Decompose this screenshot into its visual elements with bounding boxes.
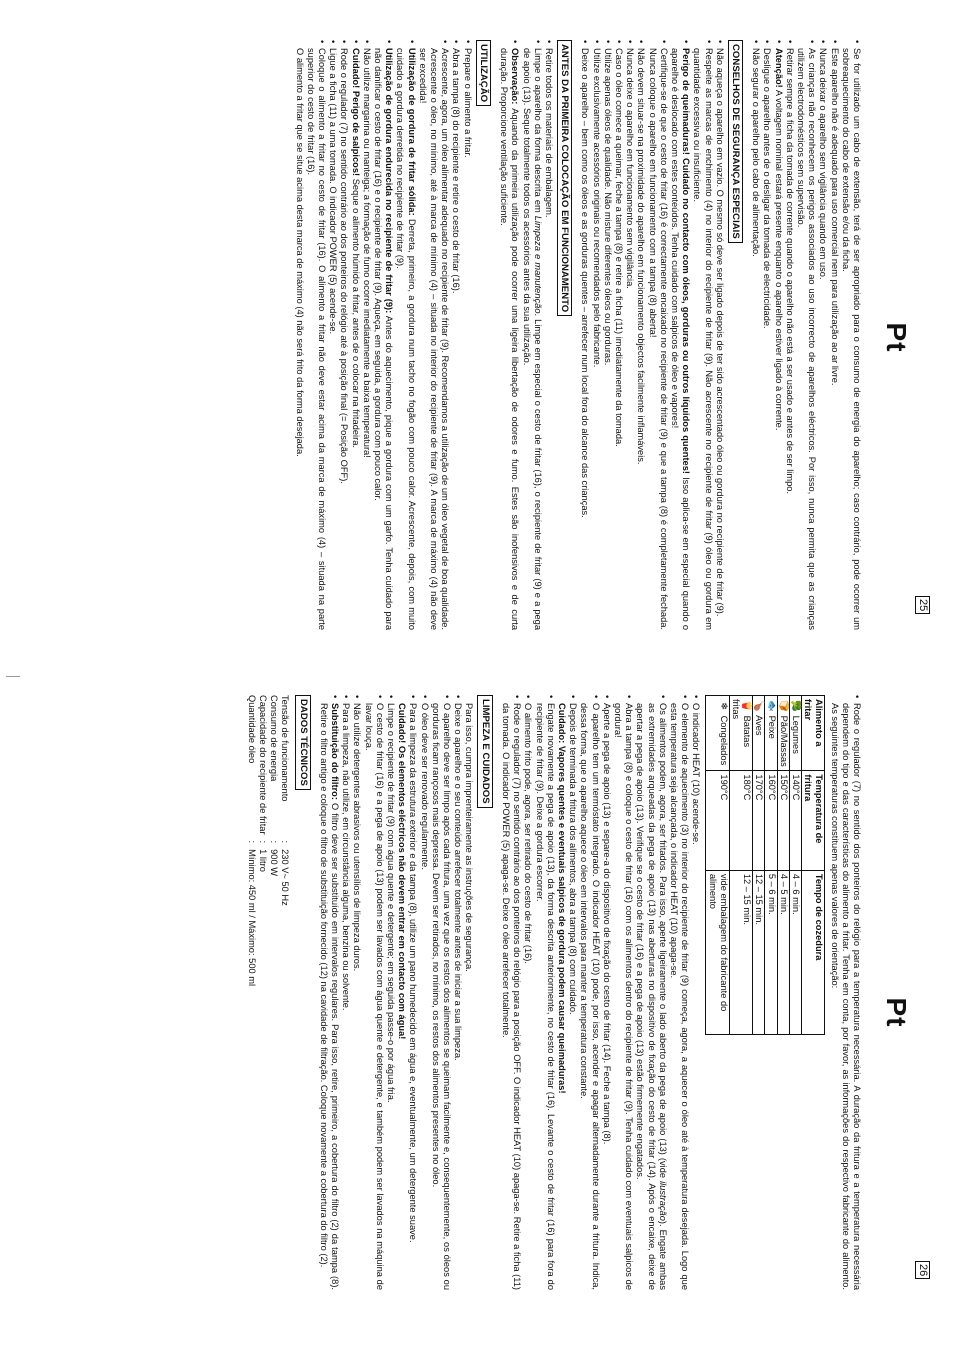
list-item: • Limpe o recipiente de fritar (9) com água quente e detergente; em seguida passe-o por água fria. — [385, 695, 396, 1290]
list-item: • Utilize exclusivamente acessórios originais ou recomendados pelo fabricante. — [590, 40, 601, 630]
special-safety-list — [579, 40, 725, 630]
warning-text: Seque o alimento húmido a fritar, antes de o colocar na fritadeira. — [350, 176, 361, 448]
emphasis-label: Utilização de gordura de fritar sólida: — [406, 48, 417, 216]
food-name: Pão/Massas — [778, 715, 789, 767]
list-item: • O alimento frito pode, agora, ser retirado do cesto de fritar (16). — [522, 695, 533, 1290]
manual-page-26 — [0, 675, 954, 1350]
food-name: Aves — [754, 715, 765, 736]
list-item: • Este aparelho não é adequado para uso comercial nem para utilização ao ar livre. — [828, 40, 839, 630]
spec-label: Tensão de funcionamento — [280, 695, 291, 802]
food-cell — [729, 696, 752, 771]
text-run: Derreta, primeiro, a gordura num tacho no fogão com pouco calor. Acrescente, depois, com muito cuidado a gordura derretida no recipiente de fritar (9). — [395, 48, 417, 631]
text-run: . Limpe em especial o cesto de fritar (16), o recipiente de fritar (9) e a pega de apoio (13). Seque totalmente todos os acessórios antes da sua utilização. — [521, 48, 543, 630]
list-item: • Rode o regulador (7) no sentido dos ponteiros do relógio para a temperatura necessária. A duração da fritura e a temperatura necessária dependem do tipo e das características do alimento a fritar. Tenha em conta, por favor, as informações do respectivo fabricante do alimento. As seguintes temperaturas constituem apenas valores de orientação: — [828, 695, 862, 1290]
frozen-icon: ❄ — [718, 702, 729, 710]
cross-reference: ilustração — [657, 1181, 668, 1221]
spec-separator: : — [280, 840, 291, 844]
time-cell: 12 – 15 min. — [753, 870, 765, 1034]
table-row — [706, 696, 729, 1035]
list-item — [396, 695, 407, 1290]
vegetables-icon: 🥦 — [790, 700, 801, 712]
poultry-icon: 🍗 — [754, 700, 765, 712]
list-item: • Não aqueça o aparelho em vazio. O mesmo só deve ser ligado depois de ter sido acrescentado óleo ou gordura no recipiente de fritar (9). — [714, 40, 725, 630]
column-header: Tempo de cozedura — [801, 870, 824, 1034]
list-item: • Respeite as marcas de enchimento (4) no interior do recipiente de fritar (9). Não acrescente no recipiente de fritar (9) óleo ou gordura em quantidade excessiva ou insuficiente. — [691, 40, 713, 630]
spec-separator: : — [269, 840, 280, 844]
text-run: O filtro deve ser substituído em intervalos regulares. Para isso, retire, primeiro, a cobertura do filtro (2) da tampa (8). Retire o filtro antigo e coloque o filtro de substituição fornecido (12) na cavidade de filtração. Coloque novamente a cobertura do filtro (2). — [318, 703, 341, 1291]
warning-label: Cuidado! Perigo de salpicos! — [350, 48, 361, 177]
time-cell: 12 – 15 min. — [729, 870, 752, 1034]
cross-reference: Limpeza e manutenção — [532, 215, 543, 314]
text-run: Limpe o aparelho da forma descrita em — [532, 48, 543, 216]
time-cell: vide embalagem do fabricante do alimento — [706, 870, 729, 1034]
list-item: • Não segurar o aparelho pelo cabo de alimentação. — [750, 40, 761, 630]
fish-icon: 🐟 — [766, 700, 777, 712]
list-item: • Desligue o aparelho antes de o desligar da tomada de electricidade. — [761, 40, 772, 630]
section-heading-cleaning: LIMPEZA E CUIDADOS — [478, 695, 493, 808]
list-item — [556, 695, 567, 1290]
temperature-cell: 160°C — [765, 771, 777, 870]
list-item — [318, 695, 340, 1290]
list-item: • O indicador HEAT (10) acende-se. — [690, 695, 701, 1290]
list-item: • Abra a tampa (8) e coloque o cesto de fritar (16) com os alimentos dentro do recipiente de fritar (9). Tenha cuidado com eventuais salpicos de gordura! — [612, 695, 634, 1290]
list-item: • Para a limpeza da estrutura exterior e da tampa (8), utilize um pano humedecido em água e, eventualmente, um detergente suave. — [407, 695, 418, 1290]
list-item: • Não devem situar-se na proximidade do aparelho em funcionamento objectos facilmente inflamáveis. — [635, 40, 646, 630]
list-item: • Não utilize margarina ou manteiga; a formação de fumo ocorre imediatamente a baixa temperatura! — [361, 40, 372, 630]
list-item: • O cesto de fritar (16) e a pega de apoio (13) podem ser lavados com água quente e detergente, e também podem ser lavados na máquina de lavar louça. — [362, 695, 384, 1290]
list-item: • O óleo deve ser renovado regularmente. — [418, 695, 429, 1290]
food-name: Congelados — [718, 715, 729, 766]
first-use-list — [498, 40, 554, 630]
page-number: 26 — [915, 1261, 930, 1279]
list-item: • Para a limpeza, não utilize, em circunstância alguma, benzina ou solvente. — [340, 695, 351, 1290]
frying-steps-list — [828, 695, 862, 1290]
list-item — [520, 40, 542, 630]
table-row — [257, 695, 268, 992]
spec-label: Consumo de energia — [269, 695, 280, 782]
warning-label: Perigo de queimaduras! Cuidado no contacto com óleos, gorduras ou outros líquidos quentes! — [681, 48, 692, 474]
food-cell — [765, 696, 777, 771]
cleaning-list — [318, 695, 475, 1290]
frying-steps-list-2 — [500, 695, 702, 1290]
emphasis-label: Substituição do filtro: — [330, 703, 341, 800]
list-item: • Acrescente, agora, um óleo alimentar adequado no recipiente de fritar (9). Recomendamos a utilização de um óleo vegetal de boa qualidade. Acrescente o óleo, no mínimo, até à marca de mínimo (4) – situada no interior do recipiente de fritar (9). A marca de máximo (4) não deve ser excedida! — [417, 40, 451, 630]
text-run: ). Engate ambas as extremidades arqueadas da pega de apoio (13) nas aberturas no dispositivo de fixação do cesto de fritar (14). Após o encaixe, deixe de apertar a pega de apoio (13). Verifique se o cesto de fritar (16) e a pega de apoio (13) estão firmemente engatados. — [635, 703, 668, 1290]
temperature-cell: 140°C — [789, 771, 801, 870]
section-heading-tech: DADOS TÉCNICOS — [295, 695, 310, 790]
section-heading-first-use: ANTES DA PRIMEIRA COLOCAÇÃO EM FUNCIONAMENTO — [557, 40, 572, 316]
table-row — [729, 696, 752, 1035]
list-item — [372, 40, 394, 630]
list-item: • Deixe o aparelho – bem como os óleos e as gorduras quentes – arrefecer num local fora do alcance das crianças. — [579, 40, 590, 630]
section-heading-use: UTILIZAÇÃO — [476, 40, 491, 106]
spec-label: Capacidade do recipiente de fritar — [258, 695, 269, 835]
table-row — [753, 696, 765, 1035]
list-item: • Rode o regulador (7) no sentido contrário ao dos ponteiros do relógio até à posição final (= Posição OFF). — [338, 40, 349, 630]
table-row — [789, 696, 801, 1035]
note-label: Observação: — [510, 48, 521, 105]
page-number: 25 — [915, 596, 930, 614]
column-header: Temperatura de fritura — [801, 771, 824, 870]
list-item: Para isso, cumpra imprenteiramente as instruções de segurança. — [464, 703, 475, 972]
spec-separator: : — [258, 840, 269, 844]
list-item — [634, 695, 668, 1290]
list-item: • O elemento de aquecimento (3) no interior do recipiente de fritar (9) começa, agora, a aquecer o óleo até à temperatura desejada. Logo que esta temperatura seja alcançada, o indicador HEAT (10) apaga-se. — [668, 695, 690, 1290]
use-list — [293, 40, 472, 630]
table-row — [279, 695, 290, 992]
language-heading: Pt — [881, 322, 912, 353]
temperature-cell: 150°C — [777, 771, 789, 870]
table-header-row — [801, 696, 824, 1035]
food-cell — [777, 696, 789, 771]
temperature-cell: 180°C — [729, 771, 752, 870]
list-item — [669, 40, 691, 630]
food-name: Peixe — [766, 715, 777, 739]
food-name: Legumes — [790, 715, 801, 754]
warning-text: A voltagem nominal estará presente enquanto o aparelho estiver ligado à corrente. — [773, 87, 784, 431]
list-item: • Aperte a pega de apoio (13) e separe-a do dispositivo de fixação do cesto de fritar (14). Feche a tampa (8). — [601, 695, 612, 1290]
list-item: • Não utilize detergentes abrasivos ou utensílios de limpeza duros. — [351, 695, 362, 1290]
list-item: O alimento a fritar que se situe acima desta marca de máximo (4) não será frito da forma desejada. — [294, 48, 305, 457]
list-item — [498, 40, 520, 630]
text-run: Os alimentos podem, agora, ser fritados. Para isso, aperte ligeiramente o lado aberto da pega de apoio (13) (vide — [657, 703, 668, 1182]
spec-value: 1 litro — [258, 849, 269, 872]
list-item: • O aparelho tem um termóstato integrado. O indicador HEAT (10) pode, por isso, acender e apagar alternadamente durante a fritura. Indica, dessa forma, que o aparelho aquece o óleo em intervalos para manter a temperatura constante. — [578, 695, 600, 1290]
list-item: • Retire todos os materiais de embalagem. — [543, 40, 554, 630]
spec-value: 900 W — [269, 849, 280, 877]
list-item: • O aparelho deve ser limpo após cada fritura, uma vez que os restos dos alimentos se queimam facilmente e, consequentemente, os óleos ou gorduras ficam rançosos mais depressa. Devem ser retirados, no mínimo, os restos dos alimentos presentes no óleo. — [430, 695, 452, 1290]
warning-label: Atenção! — [773, 48, 784, 88]
list-item: • Coloque o alimento a fritar no cesto de fritar (16). O alimento a fritar não deve estar acima da marca de máximo (4) – situada na parte superior do cesto de fritar (16). — [305, 40, 327, 630]
section-heading-safety: CONSELHOS DE SEGURANÇA ESPECIAIS — [728, 40, 743, 243]
list-item: • Ligue a ficha (11) a uma tomada. O indicador POWER (5) acende-se. — [327, 40, 338, 630]
time-cell: 4 – 6 min. — [789, 870, 801, 1034]
list-item: • Utilize apenas óleos de qualidade. Não misture diferentes óleos ou gorduras. — [602, 40, 613, 630]
note-text: Aquando da primeira utilização pode ocorrer uma ligeira libertação de odores e fumo. Estes são inofensivos e de curta duração. Proporcione ventilação suficiente. — [499, 48, 521, 630]
list-item — [394, 40, 416, 630]
food-name: Batatas fritas — [730, 699, 753, 748]
food-cell — [753, 696, 765, 771]
list-item: • Nunca deixe o aparelho em funcionamento sem vigilância. — [624, 40, 635, 630]
spec-separator: : — [246, 840, 257, 844]
list-item: • Nunca deixar o aparelho sem vigilância quando em uso. — [817, 40, 828, 630]
warning-text: Isso aplica-se em especial quando o aparelho é deslocado com estes conteúdos. Tenha cuidado com salpicos de óleo e vapores! — [669, 48, 692, 630]
page-gutter-mark — [6, 676, 20, 677]
list-item: • Se for utilizado um cabo de extensão, terá de ser apropriado para o consumo de energia do aparelho; caso contrário, pode ocorrer um sobreaquecimento do cabo de extensão e/ou da ficha. — [840, 40, 862, 630]
general-safety-list — [750, 40, 862, 630]
page-26-text-column — [246, 695, 862, 1290]
column-header: Alimento a fritar — [801, 696, 824, 771]
page-25-text-column — [293, 40, 862, 630]
list-item: • Engate novamente a pega de apoio (13), da forma descrita anteriormente, no cesto de fritar (16). Levante o cesto de fritar (16) para fora do recipiente de fritar (9). Deixe a gordura escorrer. — [533, 695, 555, 1290]
language-heading: Pt — [881, 997, 912, 1028]
list-item: • Rode o regulador (7) no sentido contrário ao dos ponteiros do relógio para a posição OFF. O indicador HEAT (10) apaga-se. Retire a ficha (11) da tomada. O indicador POWER (5) apaga-se. Deixe o óleo arrefecer totalmente. — [500, 695, 522, 1290]
list-item: • Abra a tampa (8) do recipiente e retire o cesto de fritar (16). — [450, 40, 461, 630]
list-item — [349, 40, 360, 630]
text-run: Antes do aquecimento, pique a gordura com um garfo. Tenha cuidado para não danificar o cesto de fritar (16) e o recipiente de fritar (9). Aqueça, em seguida, a gordura com pouco calor. — [373, 48, 395, 630]
spec-value: 230 V~ 50 Hz — [280, 849, 291, 906]
list-item: • Prepare o alimento a fritar. — [462, 40, 473, 630]
temperature-cell: 190°C — [706, 771, 729, 870]
time-cell: 4 – 5 min. — [777, 870, 789, 1034]
table-row — [246, 695, 257, 992]
list-item: • Caso o óleo comece a queimar, feche a tampa (8) e retire a ficha (11) imediatamente da tomada. — [613, 40, 624, 630]
emphasis-label: Utilização de gordura endurecida no recipiente de fritar (9): — [384, 48, 395, 314]
spec-label: Quantidade óleo — [246, 695, 257, 764]
bread-icon: 🍞 — [778, 700, 789, 712]
food-cell — [706, 696, 729, 771]
fries-icon: 🍟 — [742, 700, 753, 712]
time-cell: 5 – 6 min. — [765, 870, 777, 1034]
list-item: • As crianças não reconhecem os perigos associados ao uso incorrecto de aparelhos eléctricos. Por isso, nunca permita que as crianças utilizem electrodomésticos sem supervisão. — [795, 40, 817, 630]
warning-label: Cuidado! Os elementos eléctricos não devem entrar em contacto com água! — [397, 703, 408, 1040]
food-cell — [789, 696, 801, 771]
list-item: • Depois de terminada a fritura dos alimentos, abra a tampa (8) com cuidado. — [567, 695, 578, 1290]
warning-label: Cuidado: Vapores quentes e eventuais salpicos de gordura podem causar queimaduras! — [556, 703, 567, 1094]
list-item: • Deixe o aparelho e o seu conteúdo arrefecer totalmente antes de iniciar a sua limpeza. — [452, 695, 463, 1290]
list-item: • Retirar sempre a ficha da tomada de corrente quando o aparelho não está a ser usado e antes de ser limpo. — [784, 40, 795, 630]
frying-temperature-table — [705, 695, 825, 1035]
table-row — [765, 696, 777, 1035]
technical-data-table — [246, 695, 291, 992]
list-item — [772, 40, 783, 630]
table-row — [268, 695, 279, 992]
list-item: • Certifique-se de que o cesto de fritar (16) é correctamente encaixado no recipiente de fritar (9) e que a tampa (8) é completamente fechada. Nunca coloque o aparelho em funcionamento com a tampa (8) aberta! — [646, 40, 668, 630]
temperature-cell: 170°C — [753, 771, 765, 870]
spec-value: Mínimo: 450 ml / Máximo: 500 ml — [246, 849, 257, 987]
table-row — [777, 696, 789, 1035]
